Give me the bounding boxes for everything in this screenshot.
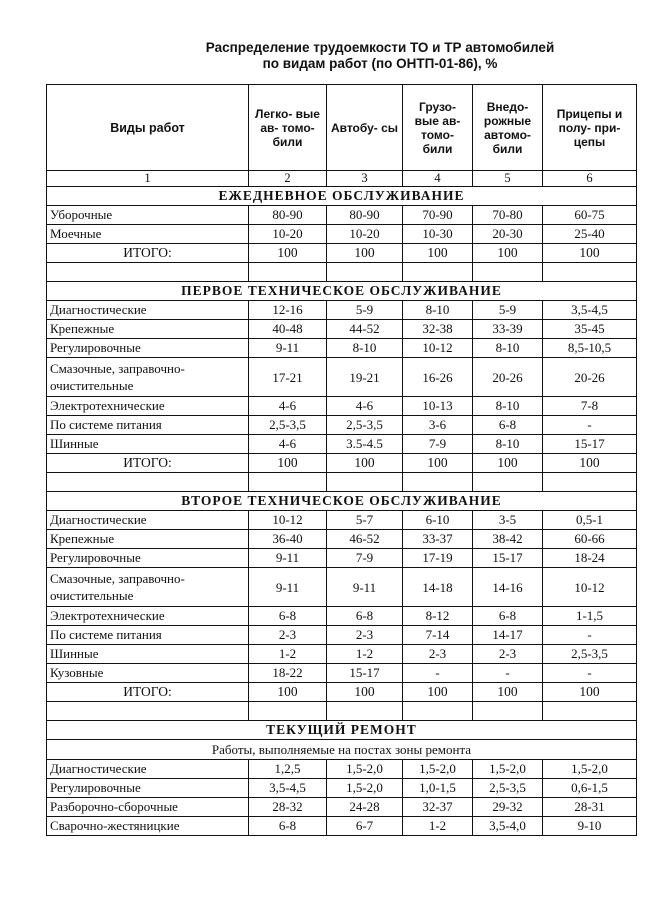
section-header-row <box>47 721 637 740</box>
value-cell: 2-3 <box>327 626 403 645</box>
value-cell: 5-7 <box>327 511 403 530</box>
value-cell: 1,5-2,0 <box>327 779 403 798</box>
value-cell: 24-28 <box>327 798 403 817</box>
total-label: ИТОГО: <box>47 244 249 263</box>
total-value-cell: 100 <box>473 244 543 263</box>
blank-row <box>47 473 637 492</box>
value-cell: 3,5-4,5 <box>249 779 327 798</box>
column-number: 4 <box>403 171 473 187</box>
value-cell: 70-90 <box>403 206 473 225</box>
table-row <box>47 817 637 836</box>
header-work-type: Виды работ <box>47 85 249 171</box>
work-type-cell: Шинные <box>47 435 249 454</box>
work-type-cell: Кузовные <box>47 664 249 683</box>
value-cell: 20-26 <box>473 358 543 397</box>
value-cell: 2,5-3,5 <box>473 779 543 798</box>
value-cell: 28-32 <box>249 798 327 817</box>
column-number-row <box>47 171 637 187</box>
value-cell: 29-32 <box>473 798 543 817</box>
value-cell: 60-66 <box>543 530 637 549</box>
column-number: 6 <box>543 171 637 187</box>
total-value-cell: 100 <box>543 244 637 263</box>
title-line-2: по видам работ (по ОНТП-01-86), % <box>262 56 498 71</box>
total-row <box>47 244 637 263</box>
value-cell: 33-37 <box>403 530 473 549</box>
table-row <box>47 568 637 607</box>
value-cell: 1,5-2,0 <box>327 760 403 779</box>
value-cell: 9-10 <box>543 817 637 836</box>
value-cell: 4-6 <box>249 435 327 454</box>
value-cell: - <box>403 664 473 683</box>
work-type-cell: По системе питания <box>47 626 249 645</box>
value-cell: 14-18 <box>403 568 473 607</box>
blank-cell <box>543 702 637 721</box>
value-cell: 5-9 <box>473 301 543 320</box>
value-cell: 8-10 <box>473 397 543 416</box>
value-cell: 17-19 <box>403 549 473 568</box>
blank-cell <box>473 702 543 721</box>
value-cell: 2,5-3,5 <box>327 416 403 435</box>
value-cell: 8-10 <box>327 339 403 358</box>
total-value-cell: 100 <box>327 244 403 263</box>
value-cell: 10-30 <box>403 225 473 244</box>
value-cell: 2-3 <box>473 645 543 664</box>
total-value-cell: 100 <box>403 454 473 473</box>
value-cell: 44-52 <box>327 320 403 339</box>
total-row <box>47 454 637 473</box>
table-row <box>47 779 637 798</box>
value-cell: 18-24 <box>543 549 637 568</box>
header-trucks: Грузо- вые ав- томо- били <box>403 85 473 171</box>
value-cell: - <box>543 626 637 645</box>
work-type-cell: По системе питания <box>47 416 249 435</box>
total-value-cell: 100 <box>403 683 473 702</box>
section-title: ПЕРВОЕ ТЕХНИЧЕСКОЕ ОБСЛУЖИВАНИЕ <box>47 282 637 301</box>
blank-cell <box>249 263 327 282</box>
value-cell: 16-26 <box>403 358 473 397</box>
value-cell: 80-90 <box>327 206 403 225</box>
blank-cell <box>249 473 327 492</box>
work-type-cell: Крепежные <box>47 530 249 549</box>
value-cell: 10-12 <box>403 339 473 358</box>
value-cell: 14-17 <box>473 626 543 645</box>
work-type-cell: Диагностические <box>47 301 249 320</box>
table-row <box>47 358 637 397</box>
total-value-cell: 100 <box>403 244 473 263</box>
work-type-cell: Электротехнические <box>47 607 249 626</box>
value-cell: 25-40 <box>543 225 637 244</box>
blank-cell <box>327 702 403 721</box>
section-header-row <box>47 187 637 206</box>
value-cell: 1-1,5 <box>543 607 637 626</box>
table-row <box>47 664 637 683</box>
column-number: 2 <box>249 171 327 187</box>
total-value-cell: 100 <box>249 244 327 263</box>
value-cell: 3,5-4,0 <box>473 817 543 836</box>
table-row <box>47 301 637 320</box>
value-cell: 10-20 <box>249 225 327 244</box>
header-cars: Легко- вые ав- томо- били <box>249 85 327 171</box>
work-type-cell: Электротехнические <box>47 397 249 416</box>
blank-cell <box>47 702 249 721</box>
table-row <box>47 206 637 225</box>
value-cell: 7-9 <box>327 549 403 568</box>
blank-row <box>47 702 637 721</box>
title-line-1: Распределение трудоемкости ТО и ТР автомобилей <box>205 40 555 55</box>
section-header-row <box>47 492 637 511</box>
value-cell: 3.5-4.5 <box>327 435 403 454</box>
blank-cell <box>403 263 473 282</box>
value-cell: 10-13 <box>403 397 473 416</box>
work-type-cell: Регулировочные <box>47 779 249 798</box>
value-cell: 4-6 <box>249 397 327 416</box>
blank-cell <box>403 702 473 721</box>
value-cell: 1-2 <box>403 817 473 836</box>
work-type-cell: Уборочные <box>47 206 249 225</box>
value-cell: 18-22 <box>249 664 327 683</box>
value-cell: 1,2,5 <box>249 760 327 779</box>
total-value-cell: 100 <box>543 683 637 702</box>
table-row <box>47 607 637 626</box>
value-cell: 40-48 <box>249 320 327 339</box>
total-value-cell: 100 <box>543 454 637 473</box>
value-cell: 8-10 <box>473 339 543 358</box>
value-cell: 28-31 <box>543 798 637 817</box>
value-cell: 0,6-1,5 <box>543 779 637 798</box>
blank-cell <box>327 263 403 282</box>
value-cell: - <box>543 664 637 683</box>
table-row <box>47 320 637 339</box>
blank-cell <box>47 263 249 282</box>
value-cell: 9-11 <box>249 568 327 607</box>
section-title: ВТОРОЕ ТЕХНИЧЕСКОЕ ОБСЛУЖИВАНИЕ <box>47 492 637 511</box>
value-cell: - <box>543 416 637 435</box>
value-cell: 3-6 <box>403 416 473 435</box>
value-cell: 1,5-2,0 <box>473 760 543 779</box>
value-cell: - <box>473 664 543 683</box>
blank-cell <box>403 473 473 492</box>
value-cell: 12-16 <box>249 301 327 320</box>
value-cell: 9-11 <box>249 549 327 568</box>
value-cell: 38-42 <box>473 530 543 549</box>
column-number: 3 <box>327 171 403 187</box>
work-type-cell: Смазочные, заправочно-очистительные <box>47 358 249 397</box>
blank-row <box>47 263 637 282</box>
value-cell: 6-8 <box>249 607 327 626</box>
work-type-cell: Регулировочные <box>47 549 249 568</box>
value-cell: 8-12 <box>403 607 473 626</box>
column-number: 5 <box>473 171 543 187</box>
value-cell: 6-8 <box>473 416 543 435</box>
blank-cell <box>249 702 327 721</box>
value-cell: 6-8 <box>473 607 543 626</box>
total-value-cell: 100 <box>473 683 543 702</box>
table-row <box>47 798 637 817</box>
table-row <box>47 225 637 244</box>
value-cell: 15-17 <box>543 435 637 454</box>
work-type-cell: Моечные <box>47 225 249 244</box>
work-type-cell: Шинные <box>47 645 249 664</box>
value-cell: 1,5-2,0 <box>543 760 637 779</box>
total-value-cell: 100 <box>327 454 403 473</box>
value-cell: 32-38 <box>403 320 473 339</box>
total-value-cell: 100 <box>249 454 327 473</box>
value-cell: 70-80 <box>473 206 543 225</box>
work-type-cell: Регулировочные <box>47 339 249 358</box>
value-cell: 2,5-3,5 <box>543 645 637 664</box>
value-cell: 8,5-10,5 <box>543 339 637 358</box>
value-cell: 32-37 <box>403 798 473 817</box>
value-cell: 2,5-3,5 <box>249 416 327 435</box>
section-title: ТЕКУЩИЙ РЕМОНТ <box>47 721 637 740</box>
value-cell: 6-7 <box>327 817 403 836</box>
value-cell: 9-11 <box>249 339 327 358</box>
labor-distribution-table <box>46 84 637 836</box>
value-cell: 8-10 <box>403 301 473 320</box>
header-buses: Автобу- сы <box>327 85 403 171</box>
value-cell: 35-45 <box>543 320 637 339</box>
blank-cell <box>473 263 543 282</box>
table-row <box>47 549 637 568</box>
value-cell: 10-20 <box>327 225 403 244</box>
value-cell: 33-39 <box>473 320 543 339</box>
value-cell: 15-17 <box>473 549 543 568</box>
value-cell: 3,5-4,5 <box>543 301 637 320</box>
value-cell: 4-6 <box>327 397 403 416</box>
value-cell: 14-16 <box>473 568 543 607</box>
table-row <box>47 760 637 779</box>
table-row <box>47 435 637 454</box>
value-cell: 7-8 <box>543 397 637 416</box>
value-cell: 10-12 <box>249 511 327 530</box>
total-row <box>47 683 637 702</box>
value-cell: 5-9 <box>327 301 403 320</box>
value-cell: 7-14 <box>403 626 473 645</box>
value-cell: 6-8 <box>327 607 403 626</box>
header-trailers: Прицепы и полу- при-цепы <box>543 85 637 171</box>
column-number: 1 <box>47 171 249 187</box>
value-cell: 20-30 <box>473 225 543 244</box>
table-row <box>47 626 637 645</box>
value-cell: 1,0-1,5 <box>403 779 473 798</box>
value-cell: 9-11 <box>327 568 403 607</box>
value-cell: 6-8 <box>249 817 327 836</box>
value-cell: 10-12 <box>543 568 637 607</box>
value-cell: 36-40 <box>249 530 327 549</box>
blank-cell <box>327 473 403 492</box>
total-label: ИТОГО: <box>47 683 249 702</box>
value-cell: 20-26 <box>543 358 637 397</box>
table-row <box>47 339 637 358</box>
total-label: ИТОГО: <box>47 454 249 473</box>
section-subtitle: Работы, выполняемые на постах зоны ремонта <box>47 740 637 760</box>
value-cell: 46-52 <box>327 530 403 549</box>
blank-cell <box>47 473 249 492</box>
value-cell: 0,5-1 <box>543 511 637 530</box>
table-body <box>47 85 637 836</box>
section-subtitle-row <box>47 740 637 760</box>
section-title: ЕЖЕДНЕВНОЕ ОБСЛУЖИВАНИЕ <box>47 187 637 206</box>
value-cell: 15-17 <box>327 664 403 683</box>
value-cell: 60-75 <box>543 206 637 225</box>
value-cell: 6-10 <box>403 511 473 530</box>
total-value-cell: 100 <box>327 683 403 702</box>
blank-cell <box>543 473 637 492</box>
header-offroad: Внедо- рожные автомо- били <box>473 85 543 171</box>
value-cell: 7-9 <box>403 435 473 454</box>
work-type-cell: Сварочно-жестяницкие <box>47 817 249 836</box>
table-row <box>47 645 637 664</box>
value-cell: 19-21 <box>327 358 403 397</box>
blank-cell <box>473 473 543 492</box>
blank-cell <box>543 263 637 282</box>
work-type-cell: Диагностические <box>47 760 249 779</box>
work-type-cell: Разборочно-сборочные <box>47 798 249 817</box>
table-row <box>47 416 637 435</box>
work-type-cell: Смазочные, заправочно-очистительные <box>47 568 249 607</box>
value-cell: 1-2 <box>327 645 403 664</box>
value-cell: 3-5 <box>473 511 543 530</box>
value-cell: 2-3 <box>403 645 473 664</box>
value-cell: 1-2 <box>249 645 327 664</box>
value-cell: 1,5-2,0 <box>403 760 473 779</box>
table-title <box>130 40 630 72</box>
section-header-row <box>47 282 637 301</box>
total-value-cell: 100 <box>473 454 543 473</box>
value-cell: 17-21 <box>249 358 327 397</box>
header-row <box>47 85 637 171</box>
value-cell: 2-3 <box>249 626 327 645</box>
value-cell: 8-10 <box>473 435 543 454</box>
table-row <box>47 530 637 549</box>
work-type-cell: Диагностические <box>47 511 249 530</box>
total-value-cell: 100 <box>249 683 327 702</box>
table-row <box>47 511 637 530</box>
work-type-cell: Крепежные <box>47 320 249 339</box>
table-row <box>47 397 637 416</box>
value-cell: 80-90 <box>249 206 327 225</box>
